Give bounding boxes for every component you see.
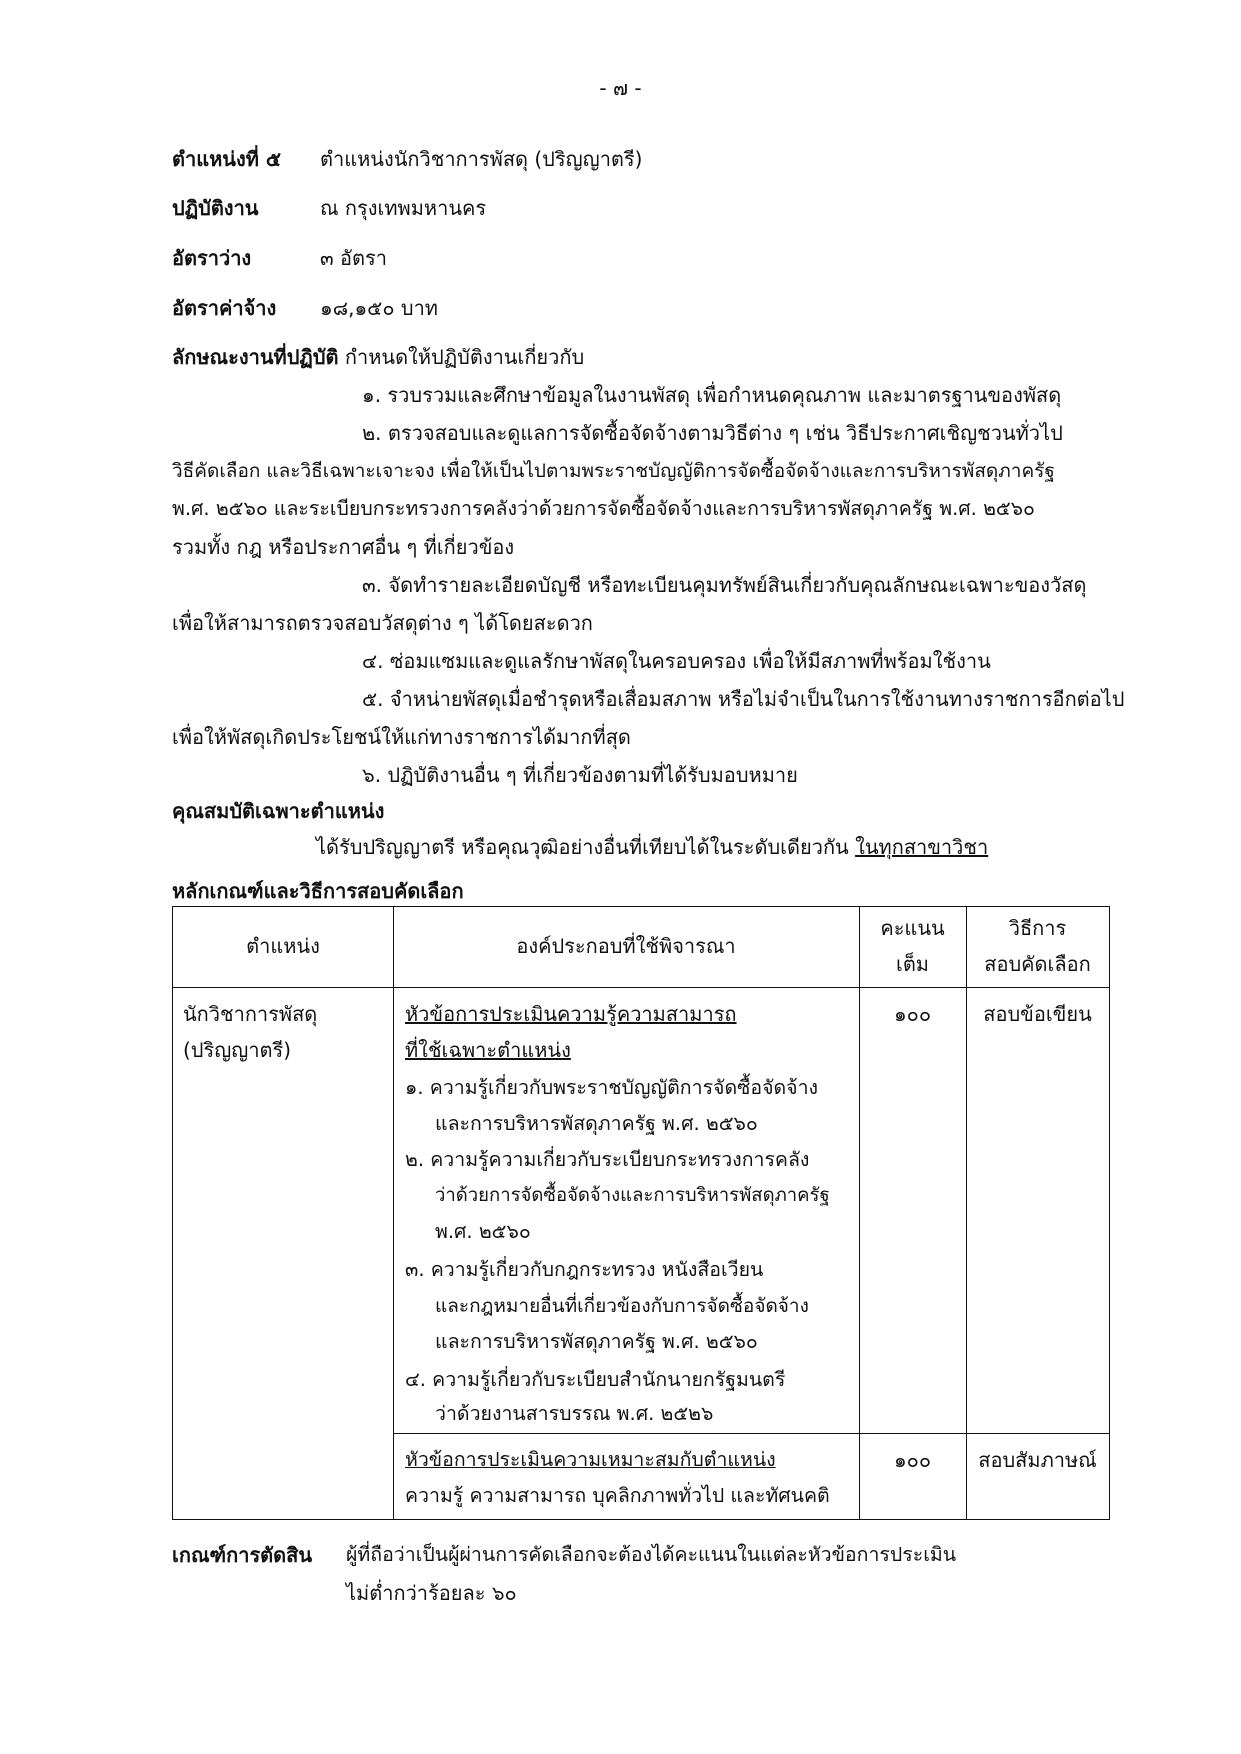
work-location-value: ณ กรุงเทพมหานคร (320, 196, 487, 220)
position-name-line: (ปริญญาตรี) (183, 1038, 292, 1062)
table-header-divider (173, 987, 1109, 988)
vacancies-value: ๓ อัตรา (320, 246, 388, 270)
duty-line: รวมทั้ง กฎ หรือประกาศอื่น ๆ ที่เกี่ยวข้อง (172, 535, 515, 559)
decision-line: ไม่ต่ำกว่าร้อยละ ๖๐ (346, 1581, 517, 1605)
section1-title: หัวข้อการประเมินความรู้ความสามารถ (405, 1002, 737, 1026)
salary-value: ๑๘,๑๕๐ บาท (320, 296, 438, 320)
duty-line: วิธีคัดเลือก และวิธีเฉพาะเจาะจง เพื่อให้เป็นไปตามพระราชบัญญัติการจัดซื้อจัดจ้างและการบริหารพัสดุภาครัฐ (172, 460, 1055, 482)
duties-intro: กำหนดให้ปฏิบัติงานเกี่ยวกับ (344, 345, 585, 369)
position-label: ตำแหน่งที่ ๕ (172, 147, 282, 171)
header-score-line2: เต็ม (895, 952, 929, 976)
header-components: องค์ประกอบที่ใช้พิจารณา (516, 934, 736, 958)
section1-item: ว่าด้วยงานสารบรรณ พ.ศ. ๒๕๒๖ (435, 1402, 714, 1425)
duties-heading: ลักษณะงานที่ปฏิบัติ (172, 345, 339, 369)
position-name-line: นักวิชาการพัสดุ (183, 1002, 318, 1026)
vacancies-label: อัตราว่าง (172, 246, 252, 270)
header-method-line1: วิธีการ (1008, 916, 1067, 940)
qualifications-heading: คุณสมบัติเฉพาะตำแหน่ง (172, 799, 385, 823)
section2-text: ความรู้ ความสามารถ บุคลิกภาพทั่วไป และทัศนคติ (405, 1484, 830, 1507)
header-score-line1: คะแนน (880, 916, 945, 940)
qualifications-text: ได้รับปริญญาตรี หรือคุณวุฒิอย่างอื่นที่เทียบได้ในระดับเดียวกัน (316, 835, 849, 859)
salary-label: อัตราค่าจ้าง (172, 296, 277, 320)
duty-line: เพื่อให้พัสดุเกิดประโยชน์ให้แก่ทางราชการได้มากที่สุด (172, 725, 631, 749)
header-position: ตำแหน่ง (246, 934, 320, 958)
duty-line: ๓. จัดทำรายละเอียดบัญชี หรือทะเบียนคุมทรัพย์สินเกี่ยวกับคุณลักษณะเฉพาะของวัสดุ (362, 573, 1087, 597)
section1-item: และการบริหารพัสดุภาครัฐ พ.ศ. ๒๕๖๐ (435, 1112, 758, 1135)
duty-line: ๒. ตรวจสอบและดูแลการจัดซื้อจัดจ้างตามวิธีต่าง ๆ เช่น วิธีประกาศเชิญชวนทั่วไป (362, 421, 1063, 445)
duty-line: ๑. รวบรวมและศึกษาข้อมูลในงานพัสดุ เพื่อกำหนดคุณภาพ และมาตรฐานของพัสดุ (362, 383, 1062, 407)
section1-item: และการบริหารพัสดุภาครัฐ พ.ศ. ๒๕๖๐ (435, 1330, 758, 1353)
section1-item: ว่าด้วยการจัดซื้อจัดจ้างและการบริหารพัสดุภาครัฐ (435, 1185, 830, 1206)
table-column-divider (393, 907, 394, 1519)
section1-method: สอบข้อเขียน (983, 1002, 1092, 1026)
work-location-label: ปฏิบัติงาน (172, 196, 259, 220)
section1-item: ๔. ความรู้เกี่ยวกับระเบียบสำนักนายกรัฐมนตรี (405, 1368, 786, 1391)
decision-label: เกณฑ์การตัดสิน (172, 1543, 313, 1567)
section2-score: ๑๐๐ (893, 1448, 932, 1472)
section1-score: ๑๐๐ (893, 1002, 932, 1026)
duty-line: เพื่อให้สามารถตรวจสอบวัสดุต่าง ๆ ได้โดยสะดวก (172, 611, 593, 635)
section2-title: หัวข้อการประเมินความเหมาะสมกับตำแหน่ง (405, 1448, 776, 1471)
section1-title: ที่ใช้เฉพาะตำแหน่ง (405, 1038, 571, 1062)
section1-item: พ.ศ. ๒๕๖๐ (435, 1220, 531, 1243)
section2-method: สอบสัมภาษณ์ (978, 1448, 1097, 1472)
qualifications-line (316, 830, 988, 864)
selection-heading: หลักเกณฑ์และวิธีการสอบคัดเลือก (172, 879, 464, 903)
duty-line: พ.ศ. ๒๕๖๐ และระเบียบกระทรวงการคลังว่าด้วยการจัดซื้อจัดจ้างและการบริหารพัสดุภาครัฐ พ.ศ. ๒๕๖๐ (172, 497, 1035, 520)
section1-item: ๑. ความรู้เกี่ยวกับพระราชบัญญัติการจัดซื้อจัดจ้าง (405, 1076, 819, 1099)
section1-item: และกฎหมายอื่นที่เกี่ยวข้องกับการจัดซื้อจัดจ้าง (435, 1295, 809, 1317)
decision-line: ผู้ที่ถือว่าเป็นผู้ผ่านการคัดเลือกจะต้องได้คะแนนในแต่ละหัวข้อการประเมิน (346, 1543, 957, 1566)
section1-item: ๓. ความรู้เกี่ยวกับกฎกระทรวง หนังสือเวียน (405, 1258, 764, 1281)
duty-line: ๕. จำหน่ายพัสดุเมื่อชำรุดหรือเสื่อมสภาพ หรือไม่จำเป็นในการใช้งานทางราชการอีกต่อไป (362, 687, 1125, 711)
page-number: - ๗ - (599, 76, 642, 100)
duty-line: ๖. ปฏิบัติงานอื่น ๆ ที่เกี่ยวข้องตามที่ได้รับมอบหมาย (362, 763, 798, 787)
section1-item: ๒. ความรู้ความเกี่ยวกับระเบียบกระทรวงการคลัง (405, 1148, 810, 1171)
header-method-line2: สอบคัดเลือก (984, 952, 1091, 976)
qualifications-field: ในทุกสาขาวิชา (855, 835, 989, 859)
selection-criteria-table (172, 906, 1110, 1520)
duty-line: ๔. ซ่อมแซมและดูแลรักษาพัสดุในครอบครอง เพื่อให้มีสภาพที่พร้อมใช้งาน (362, 649, 991, 673)
table-section-divider (393, 1433, 1109, 1434)
duties-heading-line (172, 340, 584, 374)
position-value: ตำแหน่งนักวิชาการพัสดุ (ปริญญาตรี) (320, 147, 643, 171)
